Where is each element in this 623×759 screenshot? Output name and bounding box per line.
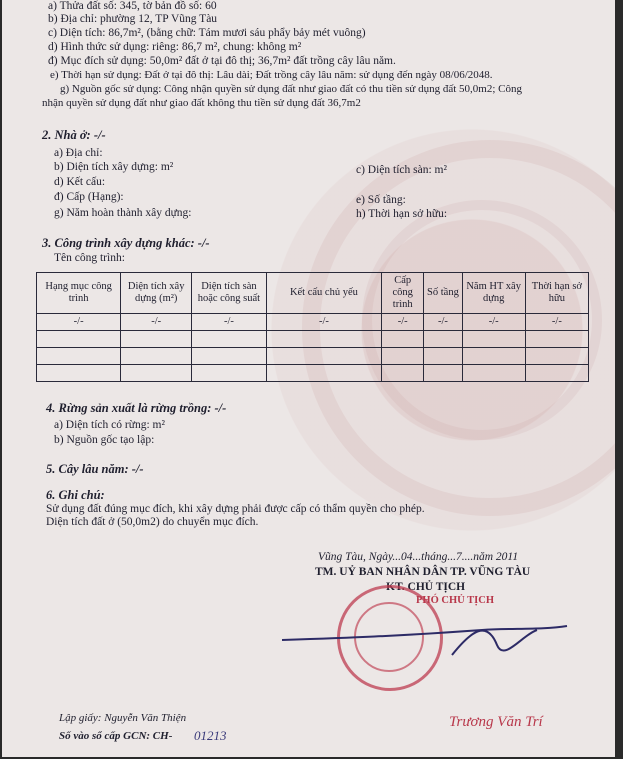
table-cell: -/- (266, 314, 381, 331)
section-notes-title: 6. Ghi chú: (46, 488, 105, 502)
col-header: Kết cấu chủ yếu (266, 273, 381, 314)
table-cell: -/- (424, 314, 462, 331)
usage-form: d) Hình thức sử dụng: riêng: 86,7 m², chung: không m² (48, 41, 302, 53)
parcel-number: a) Thửa đất số: 345, tờ bản đồ số: 60 (48, 0, 217, 12)
prepared-by: Lập giấy: Nguyễn Văn Thiện (59, 712, 187, 724)
section-other-works-title: 3. Công trình xây dựng khác: -/- (42, 236, 210, 250)
col-header: Số tầng (424, 273, 462, 314)
works-name: Tên công trình: (54, 252, 125, 264)
table-row (37, 365, 589, 382)
col-header: Năm HT xây dựng (462, 273, 525, 314)
table-cell: -/- (462, 314, 525, 331)
register-number-value: 01213 (194, 728, 227, 743)
works-table (36, 272, 589, 382)
usage-origin-cont: nhận quyền sử dụng đất như giao đất không thu tiền sử dụng đất 36,7m2 (42, 97, 361, 109)
table-row (37, 331, 589, 348)
section-house-title: 2. Nhà ở: -/- (42, 128, 106, 142)
usage-purpose: đ) Mục đích sử dụng: 50,0m² đất ở tại đô thị; 36,7m² đất trồng cây lâu năm. (48, 55, 396, 67)
usage-term: e) Thời hạn sử dụng: Đất ở tại đô thị: Lâu dài; Đất trồng cây lâu năm: sử dụng đến ngày 08/06/2048. (50, 69, 493, 81)
col-header: Thời hạn sở hữu (525, 273, 588, 314)
section-perennial-title: 5. Cây lâu năm: -/- (46, 462, 144, 476)
house-floors: e) Số tầng: (356, 194, 406, 206)
house-grade: đ) Cấp (Hạng): (54, 191, 124, 203)
table-cell: -/- (525, 314, 588, 331)
forest-area: a) Diện tích có rừng: m² (54, 419, 165, 431)
sign-role-stamped: PHÓ CHỦ TỊCH (416, 595, 494, 606)
house-floor-area: c) Diện tích sàn: m² (356, 164, 447, 176)
signature-stroke (282, 600, 572, 700)
sign-role: KT. CHỦ TỊCH (386, 581, 466, 593)
house-ownership-term: h) Thời hạn sở hữu: (356, 208, 448, 220)
house-completion-year: g) Năm hoàn thành xây dựng: (54, 207, 192, 219)
house-structure: d) Kết cấu: (54, 176, 106, 188)
usage-origin: g) Nguồn gốc sử dụng: Công nhận quyền sử dụng đất như giao đất có thu tiền sử dụng đất 50,0m2; Công (60, 83, 522, 95)
table-cell: -/- (192, 314, 267, 331)
house-build-area: b) Diện tích xây dựng: m² (54, 161, 174, 173)
table-row (37, 348, 589, 365)
table-cell: -/- (382, 314, 424, 331)
register-number-label: Số vào sổ cấp GCN: CH- (59, 730, 173, 742)
signer-name: Trương Văn Trí (449, 714, 543, 730)
certificate-page (2, 0, 615, 757)
col-header: Diện tích sàn hoặc công suất (192, 273, 267, 314)
section-forest-title: 4. Rừng sản xuất là rừng trồng: -/- (46, 401, 227, 415)
sign-date: Vũng Tàu, Ngày...04...tháng...7....năm 2011 (318, 551, 519, 563)
table-cell: -/- (37, 314, 121, 331)
table-cell: -/- (121, 314, 192, 331)
forest-origin: b) Nguồn gốc tạo lập: (54, 434, 155, 446)
col-header: Hạng mục công trình (37, 273, 121, 314)
col-header: Cấp công trình (382, 273, 424, 314)
col-header: Diện tích xây dựng (m²) (121, 273, 192, 314)
house-address: a) Địa chỉ: (54, 147, 103, 159)
parcel-area: c) Diện tích: 86,7m², (bằng chữ: Tám mươi sáu phẩy bảy mét vuông) (48, 27, 366, 39)
sign-org: TM. UỶ BAN NHÂN DÂN TP. VŨNG TÀU (315, 566, 531, 578)
parcel-address: b) Địa chỉ: phường 12, TP Vũng Tàu (48, 13, 218, 25)
table-row (37, 314, 589, 331)
note-line-2: Diện tích đất ở (50,0m2) do chuyển mục đích. (46, 516, 259, 528)
note-line-1: Sử dụng đất đúng mục đích, khi xây dựng phải được cấp có thẩm quyền cho phép. (46, 503, 425, 515)
